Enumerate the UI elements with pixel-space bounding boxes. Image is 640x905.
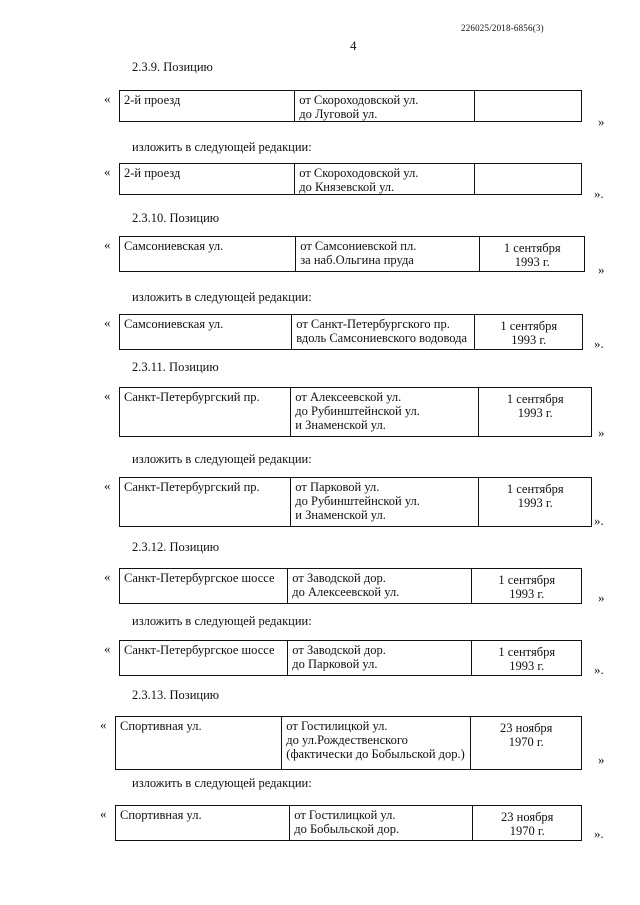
replace-instruction: изложить в следующей редакции: [132, 614, 312, 628]
date-line: 1 сентября [500, 319, 558, 333]
bounds-line: до Князевской ул. [299, 180, 395, 194]
bounds-line: (фактически до Бобыльской дор.) [286, 747, 465, 761]
closing-quote: » [598, 752, 605, 767]
bounds-line: и Знаменской ул. [295, 508, 386, 522]
replace-instruction: изложить в следующей редакции: [132, 452, 312, 466]
bounds-line: от Гостилицкой ул. [286, 719, 388, 733]
date-cell [475, 164, 581, 194]
street-name: 2-й проезд [124, 166, 181, 180]
replace-instruction: изложить в следующей редакции: [132, 776, 312, 790]
date-line: 1993 г. [517, 406, 553, 420]
street-name-cell [120, 237, 296, 271]
bounds-cell [288, 641, 472, 675]
bounds-line: от Алексеевской ул. [295, 390, 402, 404]
date-cell [475, 91, 581, 121]
old-position-table [115, 716, 582, 770]
bounds-cell [296, 237, 480, 271]
bounds-line: до ул.Рождественского [286, 733, 408, 747]
bounds-line: до Парковой ул. [292, 657, 378, 671]
old-position-table [119, 387, 592, 437]
document-number: 226025/2018-6856(3) [461, 23, 544, 33]
bounds-line: от Скороходовской ул. [299, 93, 419, 107]
opening-quote: « [100, 806, 107, 821]
page-number: 4 [350, 38, 357, 53]
closing-quote: » [598, 590, 605, 605]
closing-quote: » [598, 114, 605, 129]
street-name: Санкт-Петербургское шоссе [124, 571, 275, 585]
opening-quote: « [104, 237, 111, 252]
opening-quote: « [104, 641, 111, 656]
closing-quote-period: ». [594, 186, 604, 201]
street-name: Санкт-Петербургское шоссе [124, 643, 275, 657]
opening-quote: « [100, 717, 107, 732]
date-line: 1 сентября [498, 645, 556, 659]
bounds-line: от Парковой ул. [295, 480, 380, 494]
date-line: 1 сентября [503, 241, 561, 255]
street-name: Спортивная ул. [120, 808, 202, 822]
street-name: Самсониевская ул. [124, 317, 224, 331]
bounds-line: до Алексеевской ул. [292, 585, 400, 599]
bounds-line: до Луговой ул. [299, 107, 378, 121]
date-line: 1993 г. [511, 333, 547, 347]
bounds-line: до Рубинштейнской ул. [295, 494, 420, 508]
street-name-cell [120, 388, 291, 436]
bounds-line: за наб.Ольгина пруда [300, 253, 414, 267]
bounds-line: и Знаменской ул. [295, 418, 386, 432]
date-line: 23 ноября [501, 810, 554, 824]
bounds-line: от Санкт-Петербургского пр. [296, 317, 450, 331]
new-position-table [119, 314, 583, 350]
date-line: 23 ноября [500, 721, 553, 735]
closing-quote-period: ». [594, 513, 604, 528]
old-position-table [119, 90, 582, 122]
date-cell [471, 717, 581, 769]
opening-quote: « [104, 388, 111, 403]
date-line: 1 сентября [506, 392, 564, 406]
date-line: 1993 г. [514, 255, 550, 269]
new-position-table [119, 640, 582, 676]
closing-quote: » [598, 425, 605, 440]
bounds-line: от Заводской дор. [292, 643, 386, 657]
date-line: 1970 г. [509, 824, 545, 838]
opening-quote: « [104, 569, 111, 584]
new-position-table [115, 805, 582, 841]
date-cell [472, 641, 581, 675]
section-title: 2.3.13. Позицию [132, 688, 220, 702]
bounds-line: от Гостилицкой ул. [294, 808, 396, 822]
new-position-table [119, 163, 582, 195]
street-name-cell [116, 806, 290, 840]
closing-quote-period: ». [594, 662, 604, 677]
street-name-cell [120, 478, 291, 526]
opening-quote: « [104, 315, 111, 330]
opening-quote: « [104, 91, 111, 106]
date-cell [473, 806, 581, 840]
bounds-line: до Рубинштейнской ул. [295, 404, 420, 418]
date-cell [472, 569, 581, 603]
bounds-cell [292, 315, 475, 349]
date-line: 1993 г. [517, 496, 553, 510]
street-name: Санкт-Петербургский пр. [124, 390, 260, 404]
bounds-cell [295, 164, 475, 194]
date-line: 1 сентября [506, 482, 564, 496]
bounds-cell [290, 806, 473, 840]
date-line: 1993 г. [509, 587, 545, 601]
section-title: 2.3.12. Позицию [132, 540, 220, 554]
bounds-line: от Заводской дор. [292, 571, 386, 585]
section-title: 2.3.11. Позицию [132, 360, 219, 374]
street-name-cell [120, 641, 288, 675]
section-title: 2.3.9. Позицию [132, 60, 213, 74]
replace-instruction: изложить в следующей редакции: [132, 140, 312, 154]
street-name-cell [120, 164, 295, 194]
bounds-line: от Самсониевской пл. [300, 239, 417, 253]
bounds-line: от Скороходовской ул. [299, 166, 419, 180]
street-name-cell [120, 569, 288, 603]
street-name: Санкт-Петербургский пр. [124, 480, 260, 494]
date-line: 1 сентября [498, 573, 556, 587]
bounds-cell [288, 569, 472, 603]
street-name-cell [120, 91, 295, 121]
street-name: 2-й проезд [124, 93, 181, 107]
closing-quote-period: ». [594, 826, 604, 841]
street-name: Спортивная ул. [120, 719, 202, 733]
opening-quote: « [104, 478, 111, 493]
old-position-table [119, 236, 585, 272]
street-name: Самсониевская ул. [124, 239, 224, 253]
street-name-cell [116, 717, 282, 769]
bounds-cell [291, 478, 479, 526]
closing-quote-period: ». [594, 336, 604, 351]
bounds-line: до Бобыльской дор. [294, 822, 400, 836]
closing-quote: » [598, 262, 605, 277]
bounds-cell [291, 388, 479, 436]
bounds-cell [282, 717, 471, 769]
date-cell [480, 237, 584, 271]
date-cell [479, 478, 591, 526]
section-title: 2.3.10. Позицию [132, 211, 220, 225]
replace-instruction: изложить в следующей редакции: [132, 290, 312, 304]
bounds-line: вдоль Самсониевского водовода [296, 331, 468, 345]
date-cell [479, 388, 591, 436]
street-name-cell [120, 315, 292, 349]
new-position-table [119, 477, 592, 527]
date-cell [475, 315, 582, 349]
opening-quote: « [104, 164, 111, 179]
date-line: 1970 г. [508, 735, 544, 749]
bounds-cell [295, 91, 475, 121]
date-line: 1993 г. [509, 659, 545, 673]
old-position-table [119, 568, 582, 604]
